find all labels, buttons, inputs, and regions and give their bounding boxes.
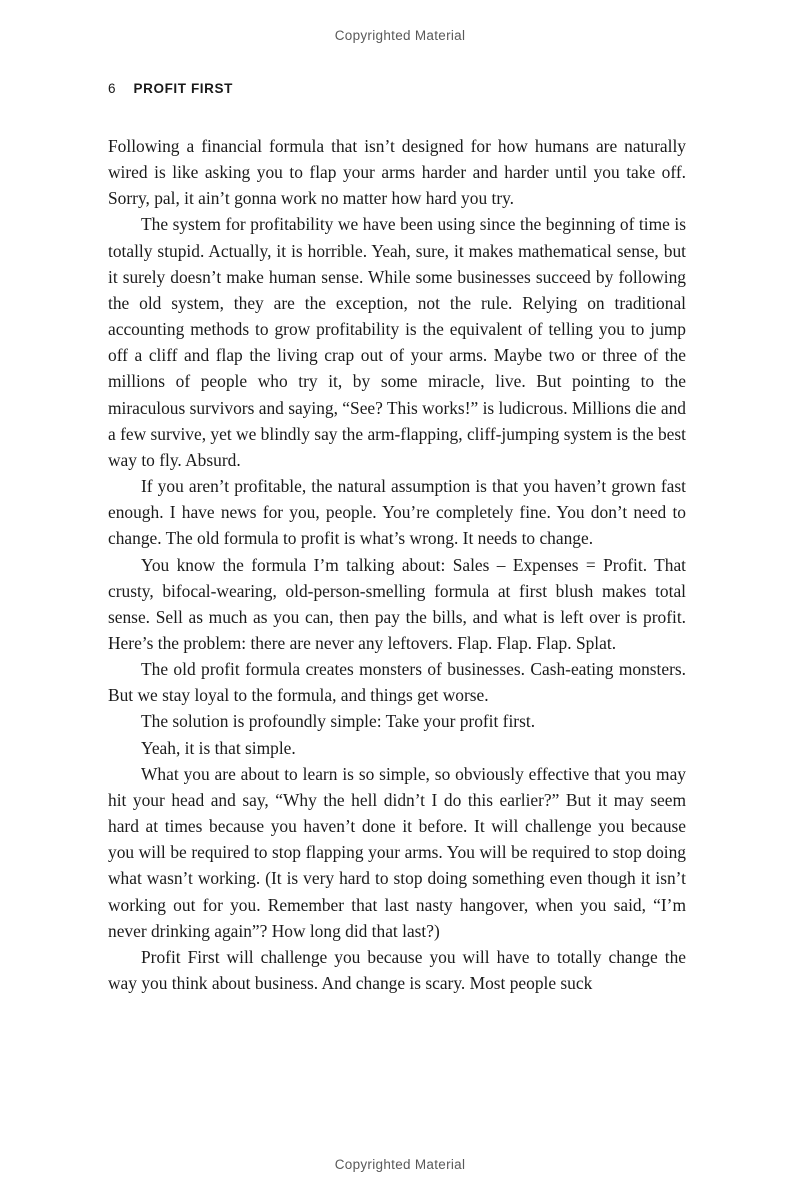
body-text (108, 133, 686, 996)
paragraph: You know the formula I’m talking about: Sales – Expenses = Profit. That crusty, bifocal-wearing, old-person-smelling formula at first blush makes total sense. Sell as much as you can, then pay the bills, and what is left over is profit. Here’s the problem: there are never any leftovers. Flap. Flap. Flap. Splat. (108, 554, 686, 653)
paragraph: Following a financial formula that isn’t designed for how humans are naturally wired is like asking you to flap your arms harder and harder until you take off. Sorry, pal, it ain’t gonna work no matter how hard you try. (108, 136, 686, 209)
copyright-notice-bottom: Copyrighted Material (334, 1157, 466, 1172)
paragraph: If you aren’t profitable, the natural assumption is that you haven’t grown fast enough. I have news for you, people. You’re completely fine. You don’t need to change. The old formula to profit is what’s wrong. It needs to change. (108, 476, 686, 549)
page-number: 6 (108, 81, 116, 96)
copyright-notice-top: Copyrighted Material (334, 28, 466, 43)
paragraph: Yeah, it is that simple. (141, 737, 296, 758)
running-title: PROFIT FIRST (133, 81, 233, 96)
paragraph: Profit First will challenge you because you will have to totally change the way you think about business. And change is scary. Most people suck (108, 946, 686, 993)
paragraph: The old profit formula creates monsters of businesses. Cash-eating monsters. But we stay loyal to the formula, and things get worse. (108, 659, 686, 706)
paragraph: What you are about to learn is so simple, so obviously effective that you may hit your head and say, “Why the hell didn’t I do this earlier?” But it may seem hard at times because you haven’t done it before. It will challenge you because you will be required to stop flapping your arms. You will be required to stop doing what wasn’t working. (It is very hard to stop doing something even though it isn’t working out for you. Remember that last nasty hangover, when you said, “I’m never drinking again”? How long did that last?) (108, 763, 686, 941)
paragraph: The system for profitability we have been using since the beginning of time is totally stupid. Actually, it is horrible. Yeah, sure, it makes mathematical sense, but it surely doesn’t make human sense. While some businesses succeed by following the old system, they are the exception, not the rule. Relying on traditional accounting methods to grow profitability is the equivalent of telling you to jump off a cliff and flap the living crap out of your arms. Maybe two or three of the millions of people who try it, by some miracle, live. But pointing to the miraculous survivors and saying, “See? This works!” is ludicrous. Millions die and a few survive, yet we blindly say the arm-flapping, cliff-jumping system is the best way to fly. Absurd. (108, 214, 686, 470)
paragraph: The solution is profoundly simple: Take your profit first. (141, 711, 536, 732)
running-header (108, 81, 233, 96)
